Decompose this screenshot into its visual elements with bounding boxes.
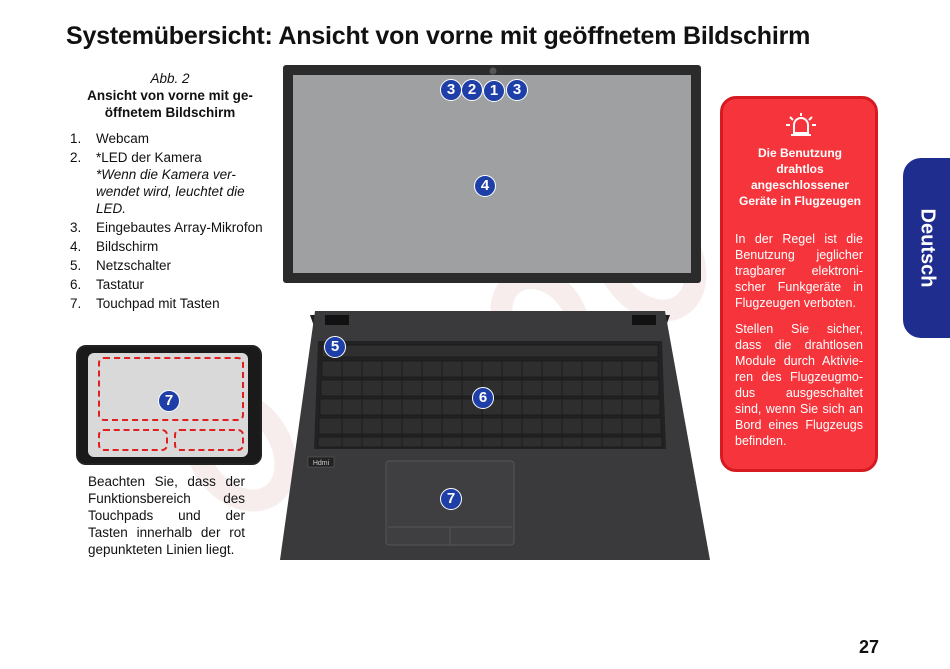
- legend-note: LED.: [96, 201, 127, 216]
- legend-number: 1.: [70, 131, 82, 146]
- language-tab: [903, 158, 950, 338]
- legend-text: Eingebautes Array-Mikrofon: [96, 220, 263, 235]
- legend-number: 6.: [70, 277, 82, 292]
- legend-item: [70, 295, 280, 312]
- legend-item: [70, 276, 280, 293]
- legend-item: [70, 149, 280, 217]
- callout-3-right: 3: [506, 79, 528, 101]
- callout-5: 5: [324, 336, 346, 358]
- legend-item: [70, 219, 280, 236]
- legend-text: Bildschirm: [96, 239, 159, 254]
- legend-text: Touchpad mit Tasten: [96, 296, 220, 311]
- legend-item: [70, 238, 280, 255]
- warning-paragraph-1: In der Regel ist die Benutzung jeglicher tragbarer elektroni-scher Funkgeräte in Flugzeugen verboten.: [735, 232, 863, 310]
- legend-text: *LED der Kamera: [96, 150, 202, 165]
- legend-text: Netzschalter: [96, 258, 172, 273]
- page-number: 27: [859, 637, 880, 657]
- callout-7-detail: 7: [158, 390, 180, 412]
- hinge-left: [325, 315, 349, 325]
- legend-text: Webcam: [96, 131, 150, 146]
- legend-number: 2.: [70, 150, 82, 165]
- screen-panel: [293, 75, 691, 273]
- legend-note: *Wenn die Kamera ver-: [96, 167, 236, 182]
- callout-7: 7: [440, 488, 462, 510]
- figure-caption-line2: öffnetem Bildschirm: [104, 105, 236, 120]
- warning-heading: Die Benutzung drahtlos angeschlossener Geräte in Flugzeugen: [738, 146, 861, 208]
- warning-box: [720, 96, 878, 472]
- legend-text: Tastatur: [96, 277, 145, 292]
- legend-number: 7.: [70, 296, 82, 311]
- warning-paragraph-2: Stellen Sie sicher, dass die drahtlosen Module durch Aktivie-ren des Flugzeugmo-dus ausgeschaltet sind, wenn Sie sich an Bord eines Flugzeugs befinden.: [735, 322, 863, 448]
- legend-item: [70, 257, 280, 274]
- figure-label: Abb. 2: [150, 71, 190, 86]
- hinge-right: [632, 315, 656, 325]
- callout-6: 6: [472, 387, 494, 409]
- page-title: Systemübersicht: Ansicht von vorne mit geöffnetem Bildschirm: [66, 22, 811, 50]
- component-legend: [70, 130, 280, 314]
- legend-item: [70, 130, 280, 147]
- language-tab-label: Deutsch: [916, 208, 939, 288]
- right-button-outline: [174, 429, 244, 451]
- alarm-bell-icon: [785, 111, 817, 139]
- callout-1: 1: [483, 80, 505, 102]
- hdmi-label: Hdmi: [312, 460, 330, 467]
- left-button-outline: [98, 429, 168, 451]
- touchpad-detail-image: [76, 345, 262, 465]
- callout-2: 2: [461, 79, 483, 101]
- legend-number: 4.: [70, 239, 82, 254]
- callout-4: 4: [474, 175, 496, 197]
- callout-3-left: 3: [440, 79, 462, 101]
- legend-number: 5.: [70, 258, 82, 273]
- touchpad-note: Beachten Sie, dass der Funktionsbereich des Touchpads und der Tasten innerhalb der rot gepunkteten Linien liegt.: [88, 474, 245, 557]
- legend-note: wendet wird, leuchtet die: [96, 184, 245, 199]
- laptop-front-image: [270, 65, 710, 560]
- figure-caption-line1: Ansicht von vorne mit ge-: [87, 88, 253, 103]
- legend-text-block: [96, 149, 245, 217]
- figure-caption: [70, 70, 270, 121]
- webcam-lens: [490, 68, 497, 75]
- legend-number: 3.: [70, 220, 82, 235]
